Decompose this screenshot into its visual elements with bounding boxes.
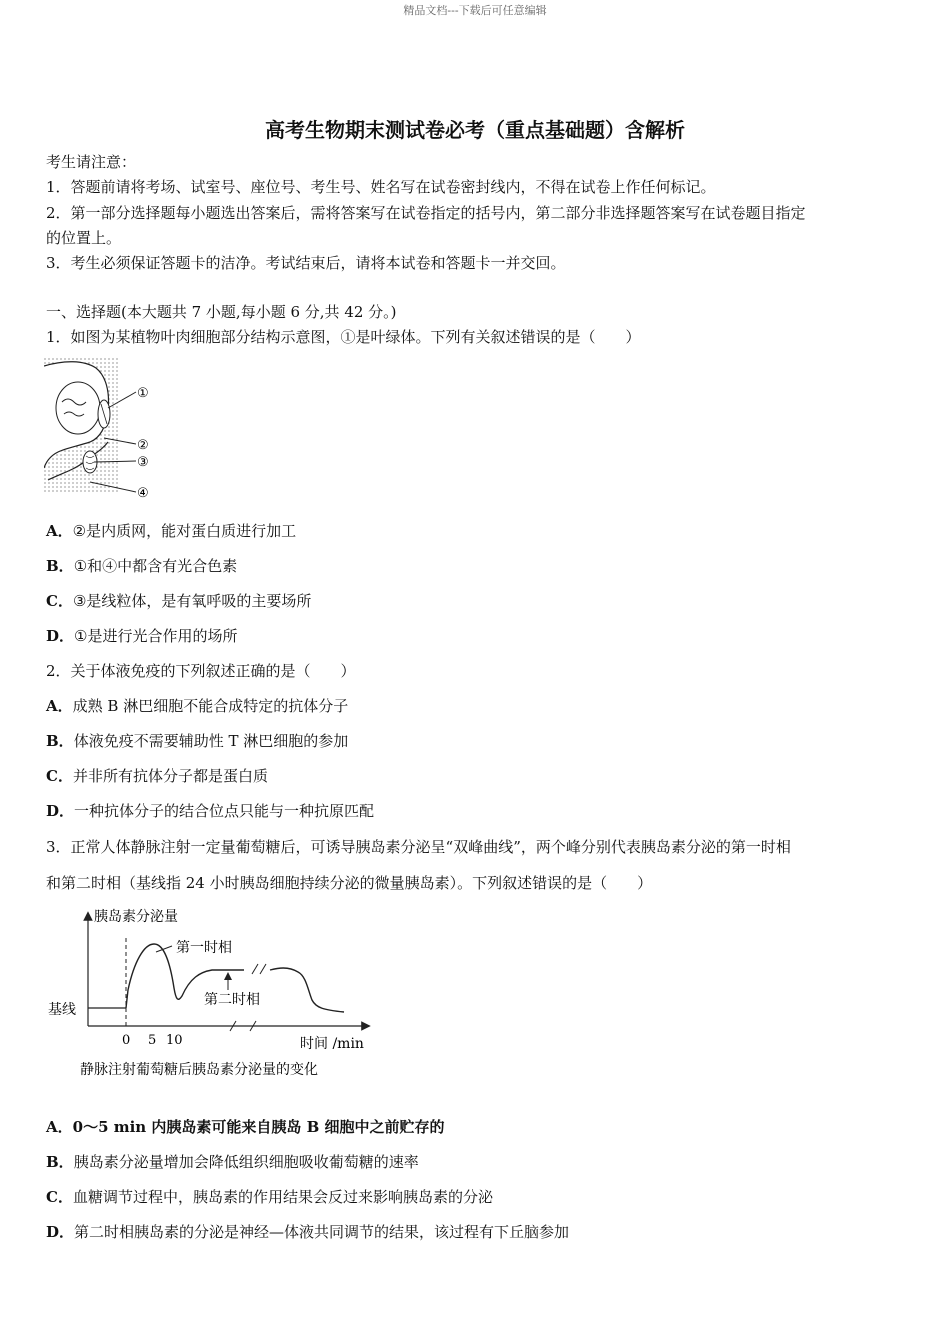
- question-1-stem: 1．如图为某植物叶肉细胞部分结构示意图，①是叶绿体。下列有关叙述错误的是（ ）: [46, 328, 641, 346]
- notice-heading: 考生请注意：: [46, 153, 137, 171]
- x-tick-0: 0: [122, 1033, 131, 1048]
- notice-item-3: 3．考生必须保证答题卡的洁净。考试结束后，请将本试卷和答题卡一并交回。: [46, 254, 566, 272]
- page-header: 精品文档---下载后可任意编辑: [403, 4, 547, 17]
- figure-caption: 静脉注射葡萄糖后胰岛素分泌量的变化: [80, 1062, 318, 1078]
- question-3-stem-line-1: 3．正常人体静脉注射一定量葡萄糖后，可诱导胰岛素分泌呈“双峰曲线”，两个峰分别代表胰岛素分泌的第一时相: [46, 838, 791, 856]
- question-2-option-a: A．成熟 B 淋巴细胞不能合成特定的抗体分子: [46, 697, 349, 715]
- x-axis-label: 时间 /min: [300, 1036, 364, 1052]
- page-title: 高考生物期末测试卷必考（重点基础题）含解析: [265, 118, 685, 142]
- notice-item-1: 1．答题前请将考场、试室号、座位号、考生号、姓名写在试卷密封线内，不得在试卷上作任何标记。: [46, 178, 716, 196]
- question-1-option-c: C．③是线粒体，是有氧呼吸的主要场所: [46, 592, 312, 610]
- question-3-option-c: C．血糖调节过程中，胰岛素的作用结果会反过来影响胰岛素的分泌: [46, 1188, 493, 1206]
- notice-item-2: 2．第一部分选择题每小题选出答案后，需将答案写在试卷指定的括号内，第二部分非选择题答案写在试卷题目指定: [46, 204, 806, 222]
- y-axis-label: 胰岛素分泌量: [94, 909, 178, 925]
- question-3-option-b: B．胰岛素分泌量增加会降低组织细胞吸收葡萄糖的速率: [46, 1153, 419, 1171]
- cell-structure-figure: [44, 358, 164, 500]
- question-3-stem-line-2: 和第二时相（基线指 24 小时胰岛细胞持续分泌的微量胰岛素）。下列叙述错误的是（ ）: [46, 874, 653, 892]
- phase-1-label: 第一时相: [176, 940, 232, 956]
- question-1-option-d: D．①是进行光合作用的场所: [46, 627, 238, 645]
- question-3-option-a: A．0～5 min 内胰岛素可能来自胰岛 B 细胞中之前贮存的: [46, 1118, 445, 1136]
- figure-label-3: ③: [137, 455, 149, 470]
- x-tick-5: 5: [148, 1033, 157, 1048]
- question-2-stem: 2．关于体液免疫的下列叙述正确的是（ ）: [46, 662, 356, 680]
- x-tick-10: 10: [166, 1033, 183, 1048]
- question-1-option-a: A．②是内质网，能对蛋白质进行加工: [46, 522, 297, 540]
- question-2-option-c: C．并非所有抗体分子都是蛋白质: [46, 767, 268, 785]
- figure-label-1: ①: [137, 386, 149, 401]
- notice-item-2-cont: 的位置上。: [46, 229, 122, 247]
- insulin-secretion-figure: [44, 902, 384, 1084]
- question-1-option-b: B．①和④中都含有光合色素: [46, 557, 238, 575]
- figure-label-4: ④: [137, 486, 149, 500]
- question-2-option-d: D．一种抗体分子的结合位点只能与一种抗原匹配: [46, 802, 375, 820]
- figure-label-2: ②: [137, 438, 149, 453]
- section-heading: 一、选择题(本大题共 7 小题,每小题 6 分,共 42 分。): [46, 303, 397, 321]
- question-2-option-b: B．体液免疫不需要辅助性 T 淋巴细胞的参加: [46, 732, 349, 750]
- phase-2-label: 第二时相: [204, 992, 260, 1008]
- baseline-label: 基线: [48, 1002, 76, 1018]
- question-3-option-d: D．第二时相胰岛素的分泌是神经—体液共同调节的结果，该过程有下丘脑参加: [46, 1223, 570, 1241]
